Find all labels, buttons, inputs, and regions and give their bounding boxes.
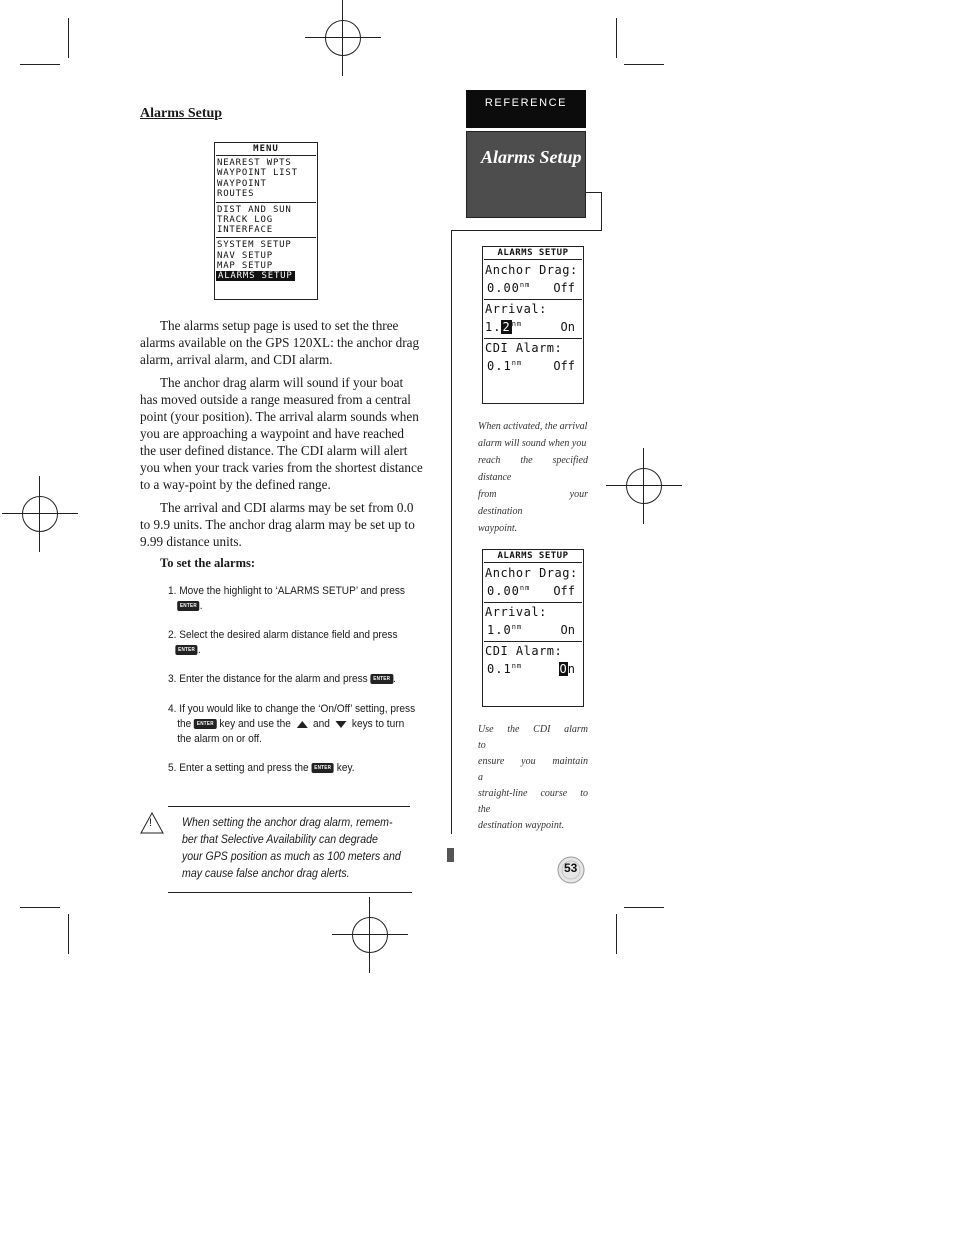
menu-title: MENU <box>253 144 279 154</box>
crop-mark <box>68 914 69 954</box>
paragraph: The anchor drag alarm will sound if your boat has moved outside a range measured from a central point (your position). The arrival alarm sounds when you are approaching a waypoint and have reached the user defined distance. The CDI alarm will alert you when your track varies from the shortest distance to a way-point by the defined range. <box>140 375 423 492</box>
menu-item[interactable]: ROUTES <box>217 189 255 199</box>
menu-screen <box>214 142 318 300</box>
registration-mark-icon <box>325 20 361 56</box>
cdi-alarm-state[interactable]: Off <box>553 359 575 373</box>
crop-mark <box>624 907 664 908</box>
menu-item[interactable]: NAV SETUP <box>217 251 273 261</box>
anchor-drag-value[interactable]: $0.00^{nm}$ <box>487 281 531 295</box>
crop-mark <box>624 64 664 65</box>
step-5: 5. Enter a setting and press the ENTER key. <box>168 762 355 774</box>
menu-item-highlighted[interactable]: ALARMS SETUP <box>218 271 293 281</box>
menu-item[interactable]: INTERFACE <box>217 225 273 235</box>
screen-title: ALARMS SETUP <box>497 551 569 561</box>
section-heading: Alarms Setup <box>140 106 223 121</box>
crop-mark <box>616 914 617 954</box>
arrival-label: Arrival: <box>485 605 547 619</box>
warning-rule-bottom <box>168 892 412 893</box>
enter-key-icon: ENTER <box>175 645 197 655</box>
arrival-state[interactable]: On <box>560 623 575 637</box>
page-number: 53 <box>564 861 578 875</box>
edit-cursor: 2 <box>502 320 511 334</box>
arrival-state[interactable]: On <box>560 320 575 334</box>
caption-arrival: When activated, the arrival alarm will sound when you reach the specified distance from your destination waypoint. <box>478 421 588 534</box>
down-arrow-key-icon <box>335 721 346 728</box>
tab-bracket <box>586 192 601 193</box>
step-1: 1. Move the highlight to ‘ALARMS SETUP’ and press ENTER . <box>168 585 406 612</box>
reference-label: REFERENCE <box>484 97 568 109</box>
anchor-drag-state[interactable]: Off <box>553 281 575 295</box>
section-tab-title: Alarms Setup <box>481 147 582 167</box>
enter-key-icon: ENTER <box>194 719 216 729</box>
body-text <box>140 317 423 550</box>
menu-item[interactable]: MAP SETUP <box>217 261 273 271</box>
enter-key-icon: ENTER <box>371 674 393 684</box>
tab-bracket <box>601 192 602 230</box>
caption-justified-line: from your destination <box>478 489 588 517</box>
crop-mark <box>616 18 617 58</box>
crop-mark <box>20 907 60 908</box>
enter-key-icon: ENTER <box>311 763 333 773</box>
section-tab <box>466 131 586 218</box>
warning-rule-top <box>168 806 410 807</box>
menu-item[interactable]: NEAREST WPTS <box>217 158 292 168</box>
reference-tab <box>466 90 586 128</box>
crop-mark <box>68 18 69 58</box>
menu-item[interactable]: SYSTEM SETUP <box>217 240 292 250</box>
menu-item[interactable]: WAYPOINT LIST <box>217 168 298 178</box>
step-4: 4. If you would like to change the ‘On/Off’ setting, press the ENTER key and use the and keys to turn the alarm on or off. <box>168 703 416 745</box>
tab-bracket <box>451 230 602 231</box>
step-2: 2. Select the desired alarm distance field and press ENTER . <box>168 629 398 656</box>
anchor-drag-value[interactable]: $0.00^{nm}$ <box>487 584 531 598</box>
cdi-alarm-value[interactable]: $0.1^{nm}$ <box>487 662 523 676</box>
anchor-drag-label: Anchor Drag: <box>485 566 578 580</box>
caption-cdi: Use the CDI alarm to ensure you maintain a straight-line course to the destination waypoint. <box>478 724 588 831</box>
anchor-drag-state[interactable]: Off <box>553 584 575 598</box>
arrival-value[interactable]: $1.0^{nm}$ <box>487 623 523 637</box>
cdi-alarm-state[interactable]: On <box>559 662 575 676</box>
cdi-alarm-value[interactable]: $0.1^{nm}$ <box>487 359 523 373</box>
alarms-setup-screen <box>482 246 584 404</box>
up-arrow-key-icon <box>296 721 307 728</box>
registration-mark-icon <box>626 468 662 504</box>
cdi-alarm-label: CDI Alarm: <box>485 644 563 658</box>
arrival-value[interactable]: $1.2^{nm}$ <box>485 320 523 334</box>
crop-mark <box>20 64 60 65</box>
arrival-label: Arrival: <box>485 302 547 316</box>
paragraph: The alarms setup page is used to set the three alarms available on the GPS 120XL: the anchor drag alarm, arrival alarm, and CDI alarm. <box>140 318 420 367</box>
enter-key-icon: ENTER <box>177 601 199 611</box>
registration-mark-icon <box>352 917 388 953</box>
cdi-alarm-label: CDI Alarm: <box>485 341 563 355</box>
anchor-drag-label: Anchor Drag: <box>485 263 578 277</box>
warning-symbol: ! <box>149 817 153 829</box>
edit-cursor: O <box>559 662 567 676</box>
menu-item[interactable]: WAYPOINT <box>217 179 267 189</box>
screen-title: ALARMS SETUP <box>497 248 569 258</box>
procedure-title: To set the alarms: <box>160 556 256 570</box>
menu-item[interactable]: TRACK LOG <box>217 215 273 225</box>
paragraph: The arrival and CDI alarms may be set from 0.0 to 9.9 units. The anchor drag alarm may be set up to 9.99 distance units. <box>140 500 415 549</box>
registration-mark-icon <box>22 496 58 532</box>
alarms-setup-screen <box>482 549 584 707</box>
column-marker <box>447 848 454 862</box>
step-3: 3. Enter the distance for the alarm and press ENTER . <box>168 673 396 685</box>
warning-text: When setting the anchor drag alarm, remem- ber that Selective Availability can degrade your GPS position as much as 100 meters and may cause false anchor drag alerts. <box>182 817 401 880</box>
column-rule <box>451 230 452 834</box>
menu-item[interactable]: DIST AND SUN <box>217 205 292 215</box>
